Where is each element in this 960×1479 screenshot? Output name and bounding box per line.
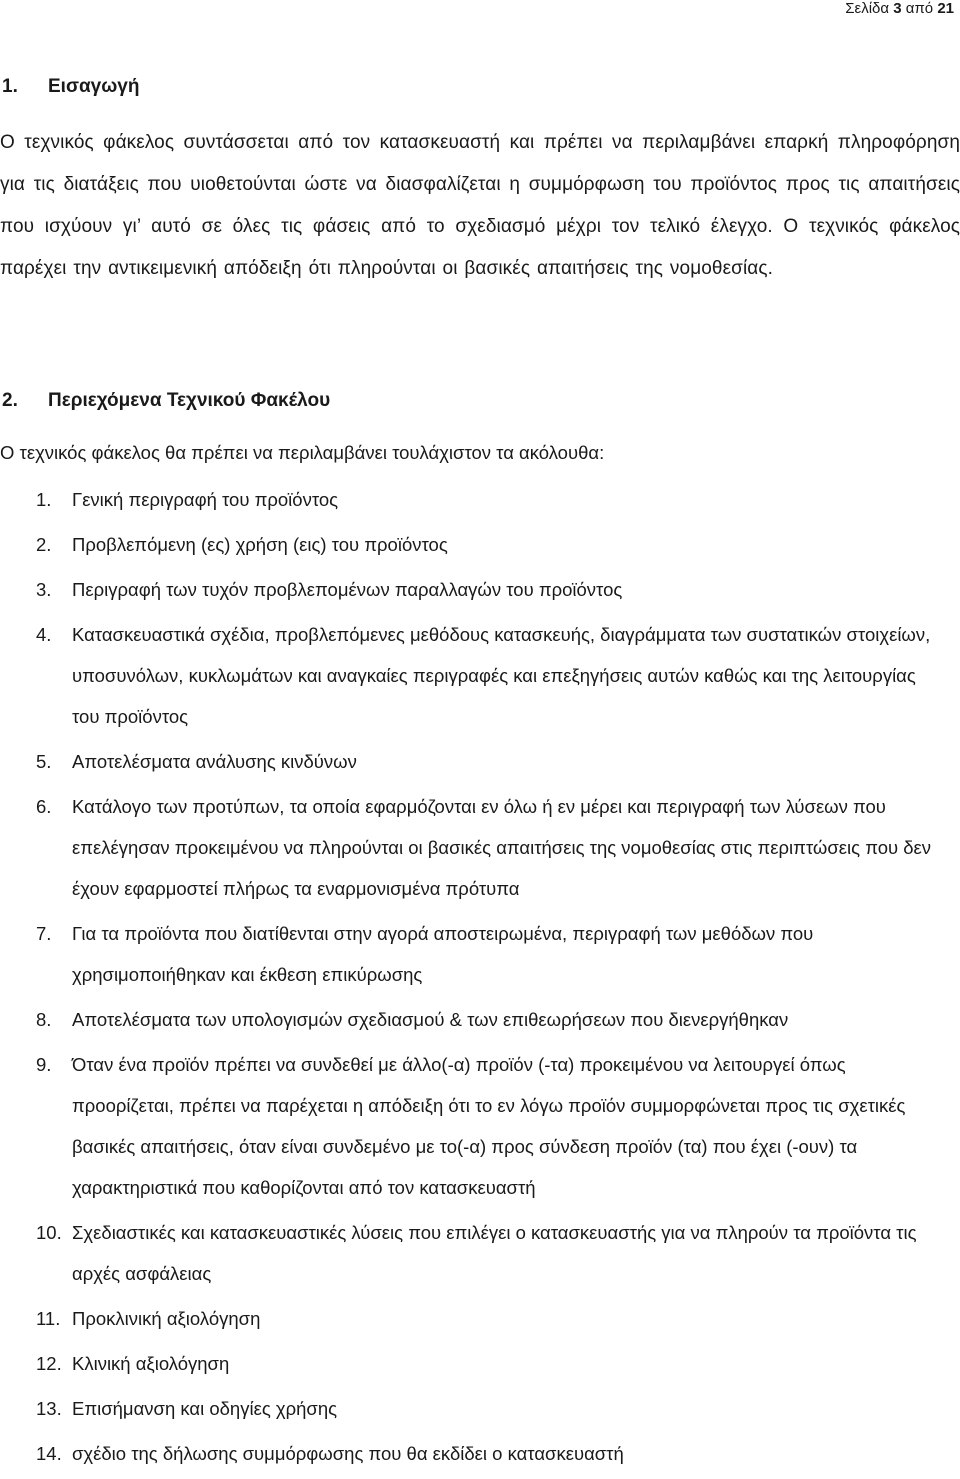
list-item-text: Κλινική αξιολόγηση (72, 1353, 230, 1374)
list-item-text: Προκλινική αξιολόγηση (72, 1308, 261, 1329)
list-item (0, 1388, 960, 1429)
section-2-number: 2. (2, 390, 18, 411)
list-item-number: 11. (36, 1308, 61, 1329)
list-item (0, 786, 960, 909)
list-item-text: Αποτελέσματα των υπολογισμών σχεδιασμού & των επιθεωρήσεων που διενεργήθηκαν (72, 1009, 789, 1030)
list-item (0, 1212, 960, 1294)
list-item-number: 3. (36, 579, 52, 600)
page-prefix: Σελίδα (845, 0, 890, 17)
list-item-number: 14. (36, 1443, 62, 1464)
list-item (0, 1044, 960, 1208)
list-item-text: Σχεδιαστικές και κατασκευαστικές λύσεις που επιλέγει ο κατασκευαστής για να πληρούν τα προϊόντα τις αρχές ασφάλειας (72, 1222, 917, 1284)
list-item-number: 13. (36, 1398, 62, 1419)
page-number-header (845, 0, 954, 18)
list-item-text: Αποτελέσματα ανάλυσης κινδύνων (72, 751, 357, 772)
contents-lead-text: Ο τεχνικός φάκελος θα πρέπει να περιλαμβάνει τουλάχιστον τα ακόλουθα: (0, 442, 605, 463)
section-2-title: Περιεχόμενα Τεχνικού Φακέλου (48, 390, 331, 411)
list-item-text: Προβλεπόμενη (ες) χρήση (εις) του προϊόντος (72, 534, 448, 555)
list-item-text: Περιγραφή των τυχόν προβλεπομένων παραλλαγών του προϊόντος (72, 579, 623, 600)
list-item (0, 524, 960, 565)
section-1-heading (0, 76, 139, 98)
list-item-text: Επισήμανση και οδηγίες χρήσης (72, 1398, 338, 1419)
section-2-heading (0, 390, 330, 412)
list-item (0, 569, 960, 610)
total-pages: 21 (937, 0, 954, 17)
list-item-number: 4. (36, 624, 52, 645)
list-item-text: Όταν ένα προϊόν πρέπει να συνδεθεί με άλλο(-α) προϊόν (-τα) προκειμένου να λειτουργεί όπως προορίζεται, πρέπει να παρέχεται η απόδειξη ότι το εν λόγω προϊόν συμμορφώνεται προς τις σχετικές βασικές απαιτήσεις, όταν είναι συνδεμένο με το(-α) προς σύνδεση προϊόν (τα) που έχει (-ουν) τα χαρακτηριστικά που καθορίζονται από τον κατασκευαστή (72, 1054, 906, 1198)
list-item-number: 2. (36, 534, 52, 555)
list-item-text: σχέδιο της δήλωσης συμμόρφωσης που θα εκδίδει ο κατασκευαστή (72, 1443, 624, 1464)
list-item-text: Για τα προϊόντα που διατίθενται στην αγορά αποστειρωμένα, περιγραφή των μεθόδων που χρησιμοποιήθηκαν και έκθεση επικύρωσης (72, 923, 814, 985)
list-item-number: 6. (36, 796, 52, 817)
list-item (0, 999, 960, 1040)
section-1-title: Εισαγωγή (48, 76, 140, 97)
current-page: 3 (893, 0, 902, 17)
section-1-number: 1. (2, 76, 18, 97)
page-of: από (905, 0, 934, 17)
list-item-number: 7. (36, 923, 52, 944)
list-item-text: Κατασκευαστικά σχέδια, προβλεπόμενες μεθόδους κατασκευής, διαγράμματα των συστατικών στοιχείων, υποσυνόλων, κυκλωμάτων και αναγκαίες περιγραφές και επεξηγήσεις αυτών καθώς και της λειτουργίας του προϊόντος (72, 624, 931, 727)
list-item (0, 614, 960, 737)
list-item (0, 1298, 960, 1339)
list-item-number: 1. (36, 489, 52, 510)
list-item (0, 913, 960, 995)
list-item (0, 741, 960, 782)
list-item (0, 1343, 960, 1384)
list-item (0, 1433, 960, 1474)
intro-paragraph: Ο τεχνικός φάκελος συντάσσεται από τον κατασκευαστή και πρέπει να περιλαμβάνει επαρκή πληροφόρηση για τις διατάξεις που υιοθετούνται ώστε να διασφαλίζεται η συμμόρφωση του προϊόντος προς τις απαιτήσεις που ισχύουν γι’ αυτό σε όλες τις φάσεις από το σχεδιασμό μέχρι τον τελικό έλεγχο. Ο τεχνικός φάκελος παρέχει την αντικειμενική απόδειξη ότι πληρούνται οι βασικές απαιτήσεις της νομοθεσίας. (0, 132, 960, 279)
list-item (0, 479, 960, 520)
list-item-text: Κατάλογο των προτύπων, τα οποία εφαρμόζονται εν όλω ή εν μέρει και περιγραφή των λύσεων που επελέγησαν προκειμένου να πληρούνται οι βασικές απαιτήσεις της νομοθεσίας στις περιπτώσεις που δεν έχουν εφαρμοστεί πλήρως τα εναρμονισμένα πρότυπα (72, 796, 932, 899)
list-item-number: 10. (36, 1222, 62, 1243)
list-item-number: 5. (36, 751, 52, 772)
list-item-number: 9. (36, 1054, 52, 1075)
technical-file-contents-list (0, 479, 960, 1478)
list-item-number: 8. (36, 1009, 52, 1030)
list-item-text: Γενική περιγραφή του προϊόντος (72, 489, 339, 510)
list-item-number: 12. (36, 1353, 62, 1374)
